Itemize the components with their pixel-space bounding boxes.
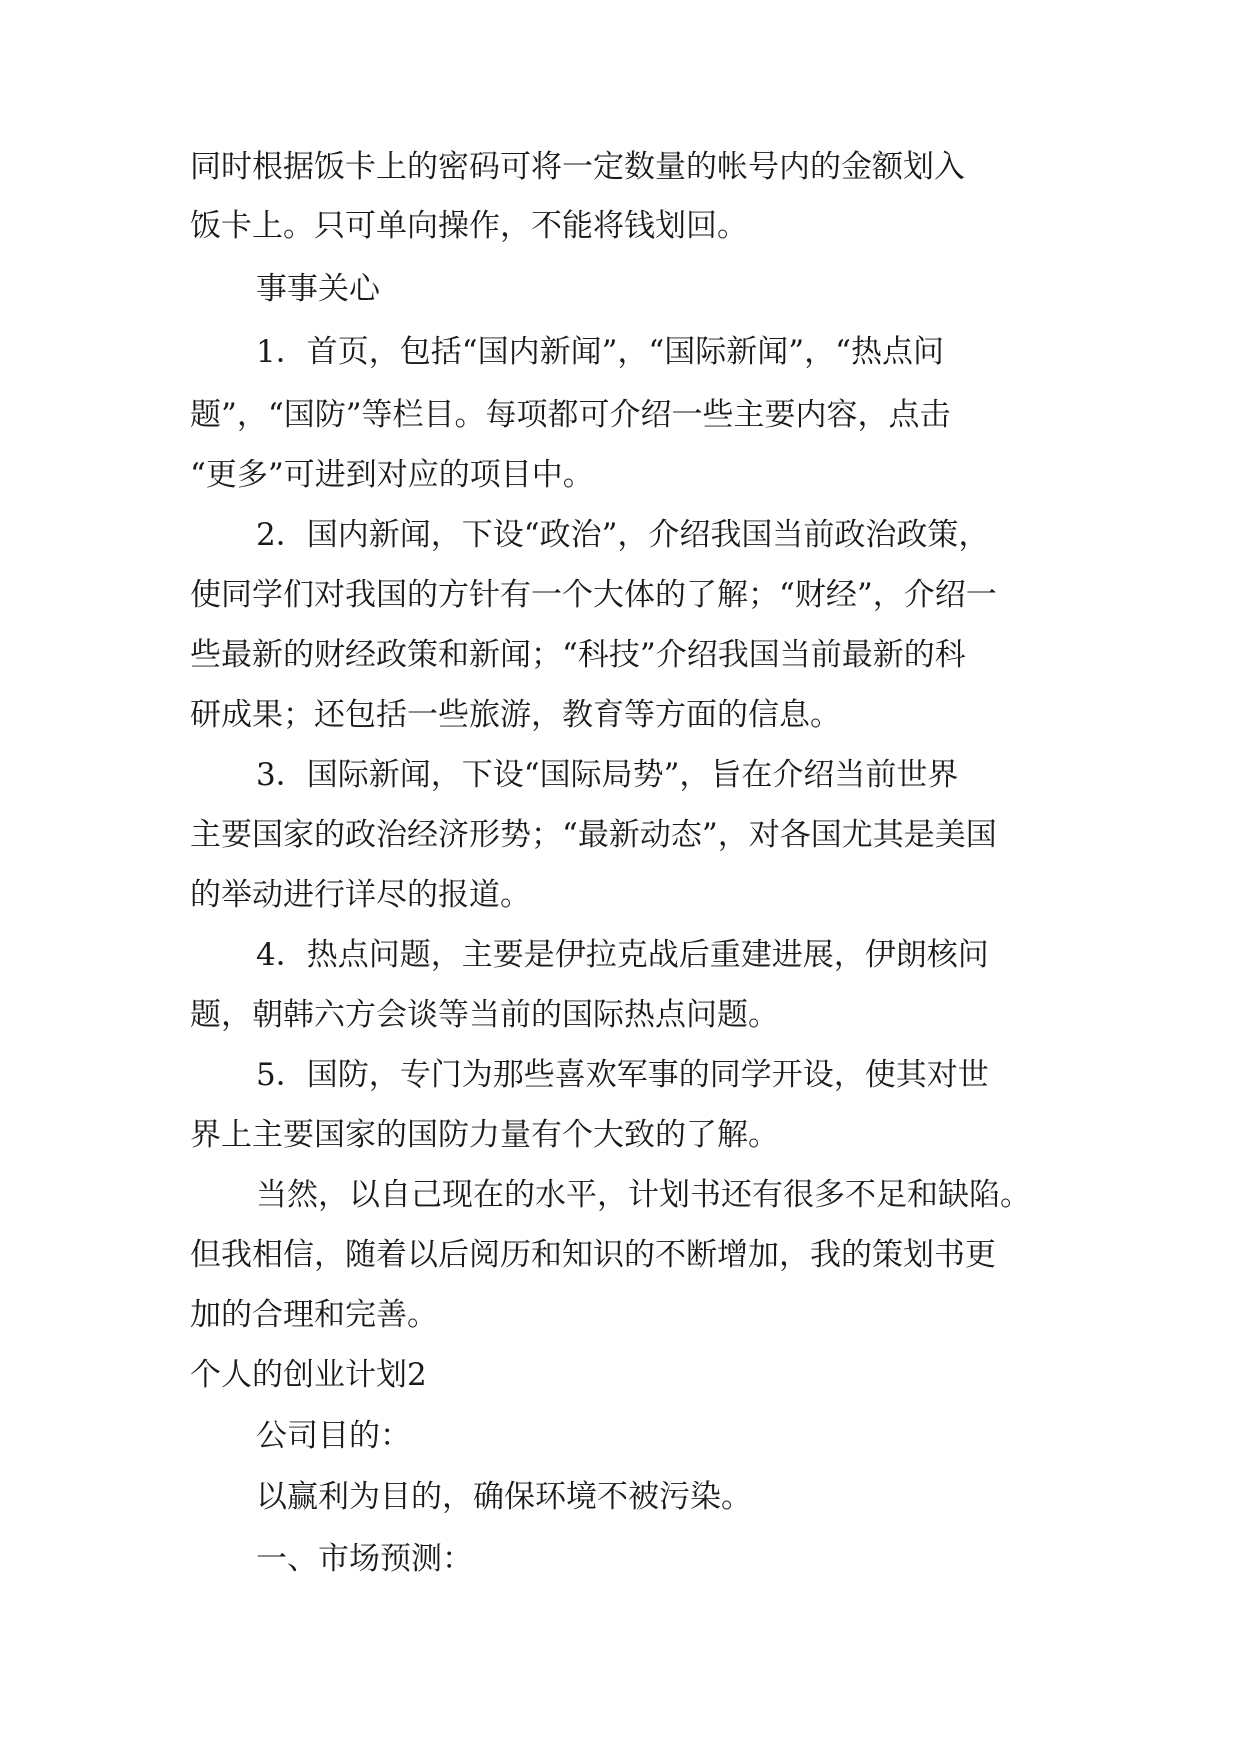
company-purpose-text: 以赢利为目的，确保环境不被污染。 xyxy=(256,1479,752,1515)
list-item-2-line-2: 使同学们对我国的方针有一个大体的了解；“财经”，介绍一 xyxy=(190,577,997,613)
text-line-1: 同时根据饭卡上的密码可将一定数量的帐号内的金额划入 xyxy=(190,149,965,185)
closing-paragraph-line-1: 当然，以自己现在的水平，计划书还有很多不足和缺陷。 xyxy=(256,1177,1031,1213)
list-item-3-line-3: 的举动进行详尽的报道。 xyxy=(190,877,531,913)
market-forecast-heading: 一、市场预测： xyxy=(256,1541,473,1577)
list-item-2-line-1: 2．国内新闻，下设“政治”，介绍我国当前政治政策， xyxy=(256,517,990,553)
section-heading-shishi-guanxin: 事事关心 xyxy=(256,271,380,307)
list-item-5-line-2: 界上主要国家的国防力量有个大致的了解。 xyxy=(190,1117,779,1153)
list-item-1-line-3: “更多”可进到对应的项目中。 xyxy=(190,457,594,493)
list-item-2-line-4: 研成果；还包括一些旅游，教育等方面的信息。 xyxy=(190,697,841,733)
list-item-1-line-1: 1．首页，包括“国内新闻”，“国际新闻”，“热点问 xyxy=(256,334,944,370)
closing-paragraph-line-3: 加的合理和完善。 xyxy=(190,1297,438,1333)
closing-paragraph-line-2: 但我相信，随着以后阅历和知识的不断增加，我的策划书更 xyxy=(190,1237,996,1273)
list-item-1-line-2: 题”，“国防”等栏目。每项都可介绍一些主要内容，点击 xyxy=(190,397,951,433)
text-line-2: 饭卡上。只可单向操作，不能将钱划回。 xyxy=(190,208,748,244)
list-item-5-line-1: 5．国防，专门为那些喜欢军事的同学开设，使其对世 xyxy=(256,1057,989,1093)
list-item-3-line-2: 主要国家的政治经济形势；“最新动态”，对各国尤其是美国 xyxy=(190,817,997,853)
list-item-4-line-1: 4．热点问题，主要是伊拉克战后重建进展，伊朗核问 xyxy=(256,937,989,973)
list-item-2-line-3: 些最新的财经政策和新闻；“科技”介绍我国当前最新的科 xyxy=(190,637,966,673)
list-item-4-line-2: 题，朝韩六方会谈等当前的国际热点问题。 xyxy=(190,997,779,1033)
list-item-3-line-1: 3．国际新闻，下设“国际局势”，旨在介绍当前世界 xyxy=(256,757,959,793)
section-title-business-plan-2: 个人的创业计划2 xyxy=(190,1357,427,1393)
company-purpose-label: 公司目的： xyxy=(256,1418,411,1454)
